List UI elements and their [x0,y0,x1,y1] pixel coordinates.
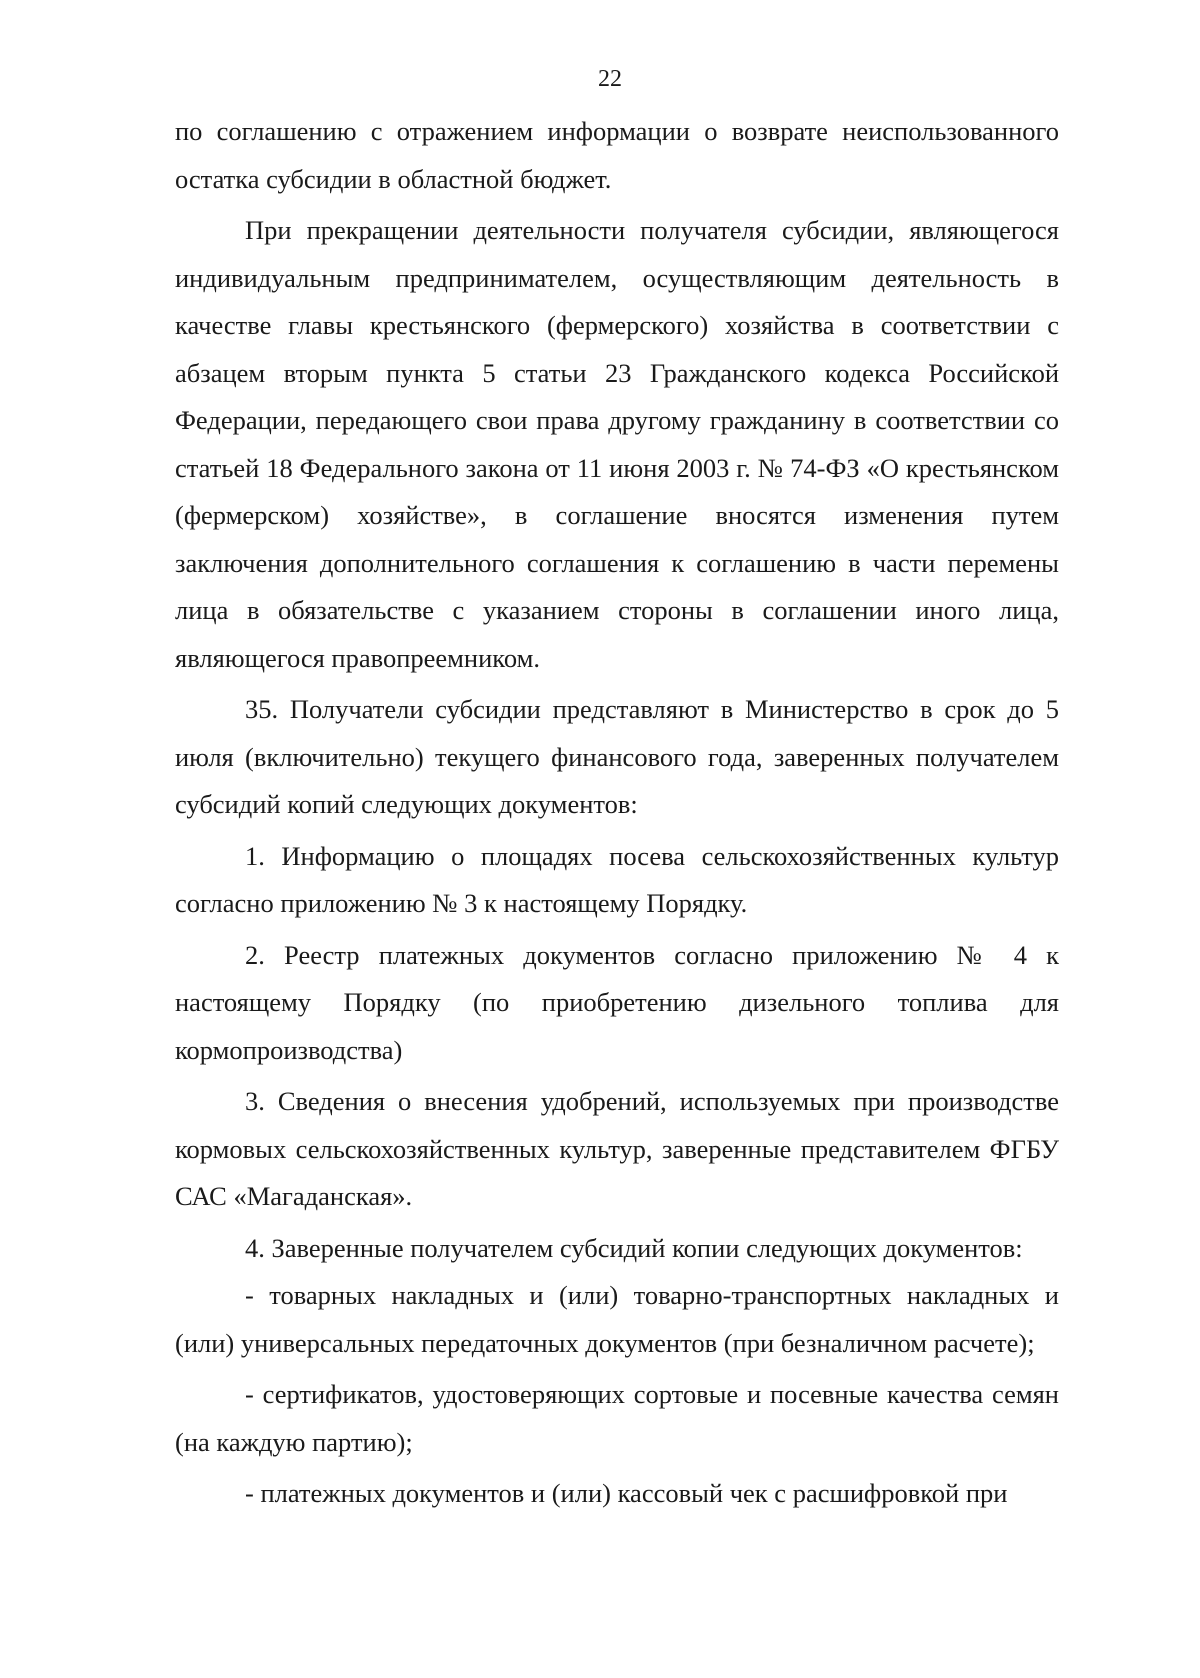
sub-item-payment-documents: - платежных документов и (или) кассовый чек с расшифровкой при [245,1478,1008,1508]
list-item-1: 1. Информацию о площадях посева сельскохозяйственных культур согласно приложению № 3 к настоящему Порядку. [175,840,1059,918]
page-number: 22 [598,66,622,92]
paragraph-termination-of-activity: При прекращении деятельности получателя субсидии, являющегося индивидуальным предпринимателем, осуществляющим деятельность в качестве главы крестьянского (фермерского) хозяйства в соответствии с абзацем вторым пункта 5 статьи 23 Гражданского кодекса Российской Федерации, передающего свои права другому гражданину в соответствии со статьей 18 Федерального закона от 11 июня 2003 г. № 74-ФЗ «О крестьянском (фермерском) хозяйстве», в соглашение вносятся изменения путем заключения дополнительного соглашения к соглашению в части перемены лица в обязательстве с указанием стороны в соглашении иного лица, являющегося правопреемником. [175,215,1059,673]
document-body [175,108,1059,1518]
list-item-2: 2. Реестр платежных документов согласно приложению № 4 к настоящему Порядку (по приобретению дизельного топлива для кормопроизводства) [175,939,1059,1065]
paragraph-clause-35: 35. Получатели субсидии представляют в Министерство в срок до 5 июля (включительно) текущего финансового года, заверенных получателем субсидий копий следующих документов: [175,694,1059,819]
sub-item-certificates: - сертификатов, удостоверяющих сортовые и посевные качества семян (на каждую партию); [175,1379,1059,1457]
sub-item-invoices: - товарных накладных и (или) товарно-транспортных накладных и (или) универсальных передаточных документов (при безналичном расчете); [175,1280,1059,1358]
paragraph-continuation: по соглашению с отражением информации о возврате неиспользованного остатка субсидии в областной бюджет. [175,116,1059,194]
list-item-4: 4. Заверенные получателем субсидий копии следующих документов: [245,1232,1023,1263]
list-item-3: 3. Сведения о внесения удобрений, используемых при производстве кормовых сельскохозяйственных культур, заверенные представителем ФГБУ САС «Магаданская». [175,1086,1059,1211]
